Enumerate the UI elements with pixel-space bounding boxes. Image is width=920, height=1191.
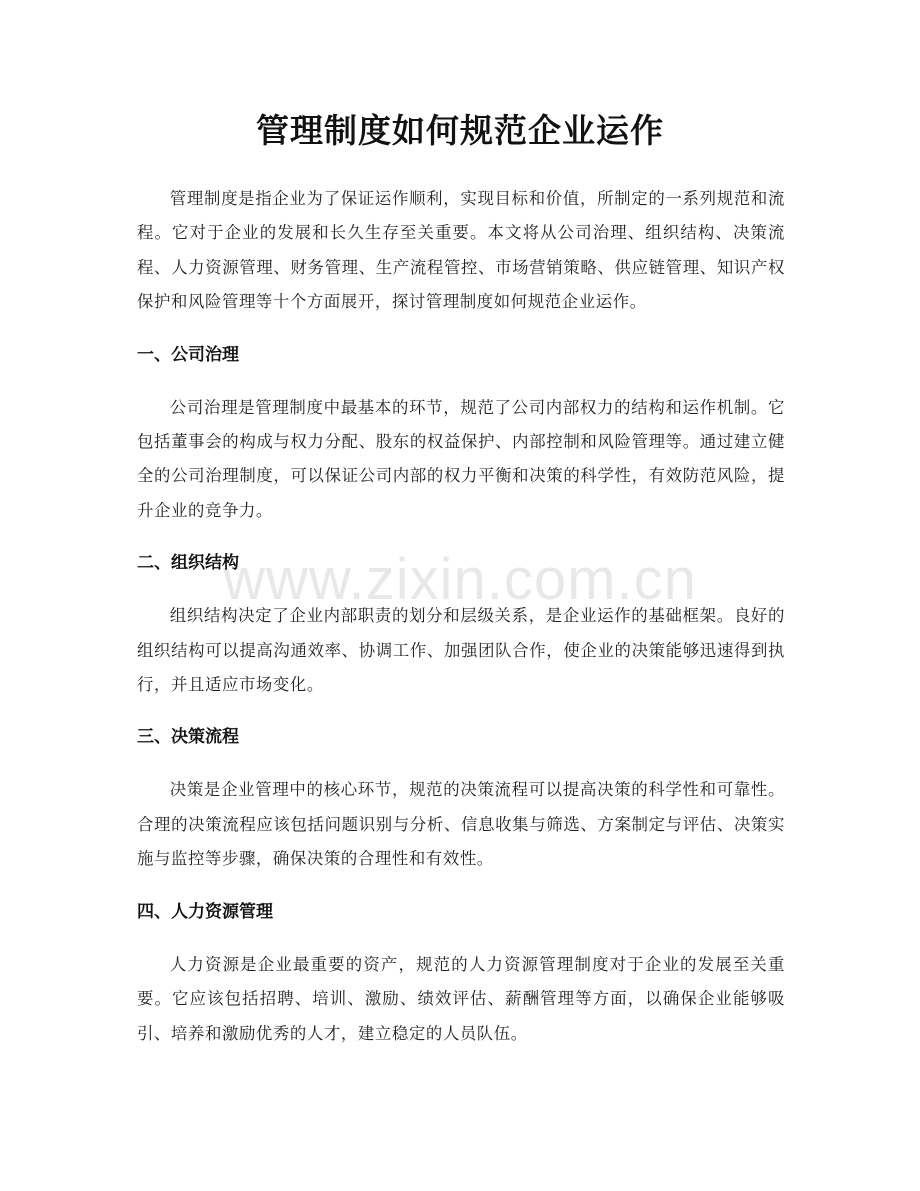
section-heading-corporate-governance: 一、公司治理: [137, 344, 239, 365]
section-body-decision-process: 决策是企业管理中的核心环节，规范的决策流程可以提高决策的科学性和可靠性。合理的决策流程应该包括问题识别与分析、信息收集与筛选、方案制定与评估、决策实施与监控等步骤，确保决策的合理性和有效性。: [137, 780, 785, 869]
document-body: [137, 182, 785, 1051]
section-body-corporate-governance: 公司治理是管理制度中最基本的环节，规范了公司内部权力的结构和运作机制。它包括董事会的构成与权力分配、股东的权益保护、内部控制和风险管理等。通过建立健全的公司治理制度，可以保证公司内部的权力平衡和决策的科学性，有效防范风险，提升企业的竞争力。: [137, 397, 785, 520]
section-heading-human-resources: 四、人力资源管理: [137, 901, 273, 922]
section-heading-decision-process: 三、决策流程: [137, 727, 239, 748]
document-title: 管理制度如何规范企业运作: [256, 111, 664, 150]
watermark: www.zixin.com.cn: [223, 547, 697, 612]
section-body-organization-structure: 组织结构决定了企业内部职责的划分和层级关系，是企业运作的基础框架。良好的组织结构可以提高沟通效率、协调工作、加强团队合作，使企业的决策能够迅速得到执行，并且适应市场变化。: [137, 606, 785, 695]
intro-paragraph: 管理制度是指企业为了保证运作顺利，实现目标和价值，所制定的一系列规范和流程。它对于企业的发展和长久生存至关重要。本文将从公司治理、组织结构、决策流程、人力资源管理、财务管理、生产流程管控、市场营销策略、供应链管理、知识产权保护和风险管理等十个方面展开，探讨管理制度如何规范企业运作。: [137, 189, 785, 312]
section-body-human-resources: 人力资源是企业最重要的资产，规范的人力资源管理制度对于企业的发展至关重要。它应该包括招聘、培训、激励、绩效评估、薪酬管理等方面，以确保企业能够吸引、培养和激励优秀的人才，建立稳定的人员队伍。: [137, 954, 785, 1043]
section-heading-organization-structure: 二、组织结构: [137, 553, 239, 574]
